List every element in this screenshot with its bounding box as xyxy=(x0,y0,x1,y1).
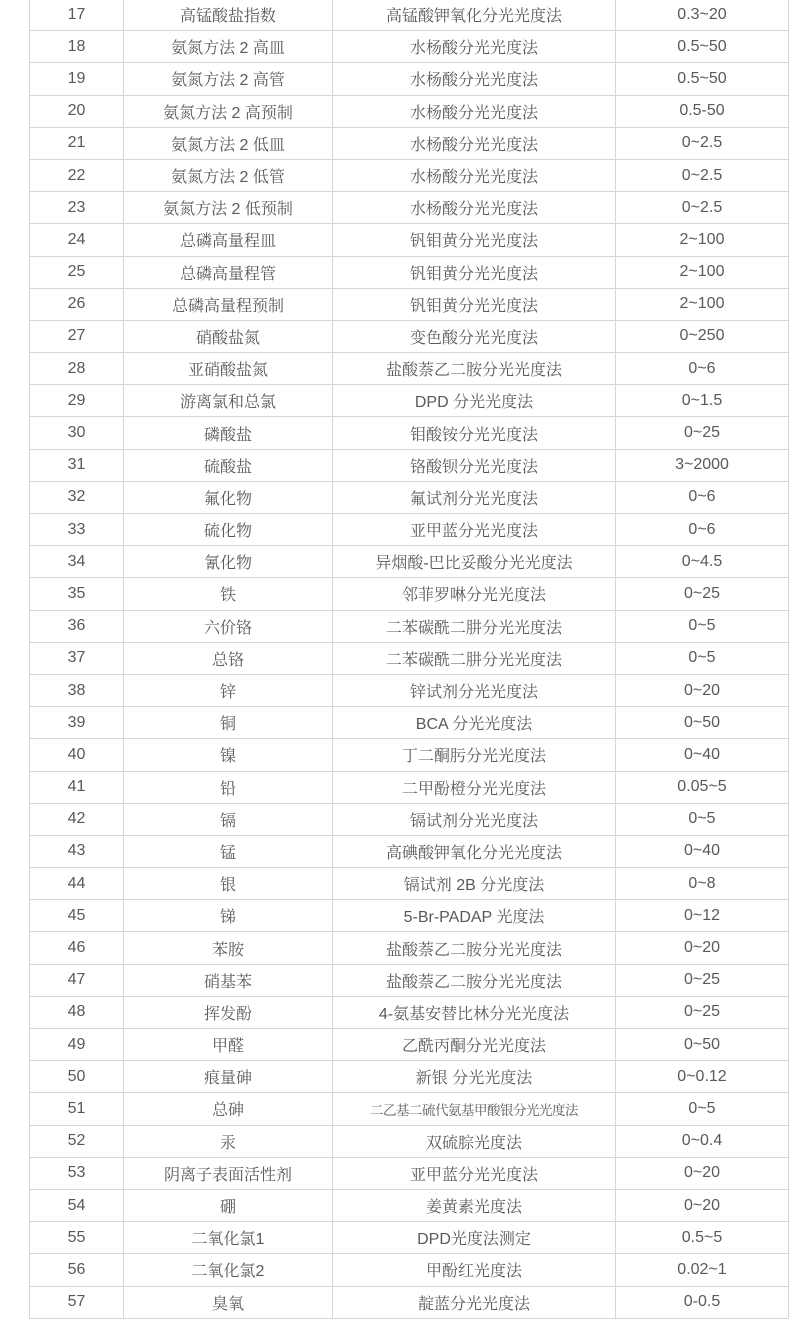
cell-range: 0~20 xyxy=(616,932,789,964)
cell-range: 0~25 xyxy=(616,417,789,449)
table-row xyxy=(30,868,789,900)
cell-index: 33 xyxy=(30,514,124,546)
cell-method: 双硫腙光度法 xyxy=(333,1125,616,1157)
table-row xyxy=(30,1157,789,1189)
cell-parameter: 总磷高量程预制 xyxy=(124,288,333,320)
cell-index: 44 xyxy=(30,868,124,900)
table-row xyxy=(30,900,789,932)
cell-method: 水杨酸分光光度法 xyxy=(333,95,616,127)
cell-parameter: 锌 xyxy=(124,674,333,706)
cell-method: 盐酸萘乙二胺分光光度法 xyxy=(333,353,616,385)
cell-range: 0.5~5 xyxy=(616,1222,789,1254)
cell-method: 二甲酚橙分光光度法 xyxy=(333,771,616,803)
cell-index: 26 xyxy=(30,288,124,320)
cell-range: 0~6 xyxy=(616,514,789,546)
table-row xyxy=(30,417,789,449)
table-row xyxy=(30,514,789,546)
cell-method: 镉试剂分光光度法 xyxy=(333,803,616,835)
table-row xyxy=(30,0,789,31)
cell-method: 水杨酸分光光度法 xyxy=(333,192,616,224)
cell-range: 0~0.12 xyxy=(616,1061,789,1093)
cell-index: 37 xyxy=(30,642,124,674)
cell-index: 18 xyxy=(30,31,124,63)
cell-index: 25 xyxy=(30,256,124,288)
cell-parameter: 锰 xyxy=(124,835,333,867)
table-row xyxy=(30,996,789,1028)
cell-parameter: 磷酸盐 xyxy=(124,417,333,449)
cell-method: 钒钼黄分光光度法 xyxy=(333,288,616,320)
table-row xyxy=(30,63,789,95)
cell-method: 二苯碳酰二肼分光光度法 xyxy=(333,642,616,674)
cell-parameter: 阴离子表面活性剂 xyxy=(124,1157,333,1189)
table-row xyxy=(30,1222,789,1254)
cell-method: 甲酚红光度法 xyxy=(333,1254,616,1286)
cell-method: 钼酸铵分光光度法 xyxy=(333,417,616,449)
table-row xyxy=(30,771,789,803)
cell-method: 水杨酸分光光度法 xyxy=(333,31,616,63)
cell-range: 0~5 xyxy=(616,1093,789,1125)
table-row xyxy=(30,224,789,256)
cell-index: 54 xyxy=(30,1189,124,1221)
table-row xyxy=(30,835,789,867)
cell-index: 52 xyxy=(30,1125,124,1157)
cell-index: 55 xyxy=(30,1222,124,1254)
cell-index: 42 xyxy=(30,803,124,835)
table-row xyxy=(30,31,789,63)
cell-parameter: 亚硝酸盐氮 xyxy=(124,353,333,385)
cell-index: 27 xyxy=(30,320,124,352)
cell-parameter: 氨氮方法 2 高管 xyxy=(124,63,333,95)
cell-range: 0~40 xyxy=(616,835,789,867)
cell-index: 40 xyxy=(30,739,124,771)
cell-method: 异烟酸-巴比妥酸分光光度法 xyxy=(333,546,616,578)
table-row xyxy=(30,385,789,417)
table-row xyxy=(30,1254,789,1286)
cell-index: 22 xyxy=(30,159,124,191)
cell-index: 35 xyxy=(30,578,124,610)
cell-method: 高锰酸钾氧化分光光度法 xyxy=(333,0,616,31)
table-row xyxy=(30,449,789,481)
cell-parameter: 汞 xyxy=(124,1125,333,1157)
cell-index: 17 xyxy=(30,0,124,31)
cell-range: 3~2000 xyxy=(616,449,789,481)
cell-method: 邻菲罗啉分光光度法 xyxy=(333,578,616,610)
cell-parameter: 氨氮方法 2 低预制 xyxy=(124,192,333,224)
table-row xyxy=(30,1061,789,1093)
cell-index: 51 xyxy=(30,1093,124,1125)
cell-range: 0~2.5 xyxy=(616,127,789,159)
spec-table-container xyxy=(29,0,789,1319)
table-row xyxy=(30,964,789,996)
table-row xyxy=(30,288,789,320)
cell-range: 0-0.5 xyxy=(616,1286,789,1318)
cell-parameter: 总磷高量程皿 xyxy=(124,224,333,256)
cell-parameter: 氰化物 xyxy=(124,546,333,578)
cell-range: 0~12 xyxy=(616,900,789,932)
cell-method: 水杨酸分光光度法 xyxy=(333,127,616,159)
cell-method: 铬酸钡分光光度法 xyxy=(333,449,616,481)
table-row xyxy=(30,707,789,739)
cell-index: 21 xyxy=(30,127,124,159)
cell-parameter: 总磷高量程管 xyxy=(124,256,333,288)
cell-index: 29 xyxy=(30,385,124,417)
cell-range: 0~50 xyxy=(616,1029,789,1061)
cell-range: 0~5 xyxy=(616,803,789,835)
cell-range: 0~25 xyxy=(616,578,789,610)
cell-range: 0.3~20 xyxy=(616,0,789,31)
cell-method: 新银 分光光度法 xyxy=(333,1061,616,1093)
table-row xyxy=(30,481,789,513)
cell-range: 0~4.5 xyxy=(616,546,789,578)
cell-parameter: 氨氮方法 2 低管 xyxy=(124,159,333,191)
cell-index: 38 xyxy=(30,674,124,706)
table-row xyxy=(30,95,789,127)
table-row xyxy=(30,1125,789,1157)
cell-range: 0~8 xyxy=(616,868,789,900)
cell-method: 氟试剂分光光度法 xyxy=(333,481,616,513)
cell-range: 0~20 xyxy=(616,674,789,706)
table-row xyxy=(30,320,789,352)
cell-method: 二苯碳酰二肼分光光度法 xyxy=(333,610,616,642)
table-row xyxy=(30,578,789,610)
cell-parameter: 镍 xyxy=(124,739,333,771)
cell-range: 0.5~50 xyxy=(616,31,789,63)
cell-method: 高碘酸钾氧化分光光度法 xyxy=(333,835,616,867)
cell-range: 0~2.5 xyxy=(616,159,789,191)
cell-index: 31 xyxy=(30,449,124,481)
cell-method: 亚甲蓝分光光度法 xyxy=(333,514,616,546)
cell-method: 水杨酸分光光度法 xyxy=(333,159,616,191)
table-body xyxy=(30,0,789,1318)
cell-range: 0.5-50 xyxy=(616,95,789,127)
table-row xyxy=(30,1029,789,1061)
cell-method: 4-氨基安替比林分光光度法 xyxy=(333,996,616,1028)
cell-index: 24 xyxy=(30,224,124,256)
cell-method: BCA 分光光度法 xyxy=(333,707,616,739)
cell-range: 0~0.4 xyxy=(616,1125,789,1157)
table-row xyxy=(30,739,789,771)
cell-range: 2~100 xyxy=(616,256,789,288)
cell-method: 变色酸分光光度法 xyxy=(333,320,616,352)
cell-range: 0~5 xyxy=(616,642,789,674)
cell-index: 36 xyxy=(30,610,124,642)
cell-method: 锌试剂分光光度法 xyxy=(333,674,616,706)
cell-method: 钒钼黄分光光度法 xyxy=(333,224,616,256)
cell-method: 亚甲蓝分光光度法 xyxy=(333,1157,616,1189)
cell-index: 32 xyxy=(30,481,124,513)
cell-method: 二乙基二硫代氨基甲酸银分光光度法 xyxy=(333,1093,616,1125)
cell-method: DPD光度法测定 xyxy=(333,1222,616,1254)
cell-range: 0~6 xyxy=(616,481,789,513)
table-row xyxy=(30,1189,789,1221)
cell-parameter: 硫化物 xyxy=(124,514,333,546)
cell-method: DPD 分光光度法 xyxy=(333,385,616,417)
cell-parameter: 痕量砷 xyxy=(124,1061,333,1093)
cell-index: 43 xyxy=(30,835,124,867)
cell-parameter: 二氧化氯1 xyxy=(124,1222,333,1254)
cell-range: 0.5~50 xyxy=(616,63,789,95)
cell-parameter: 二氧化氯2 xyxy=(124,1254,333,1286)
cell-method: 盐酸萘乙二胺分光光度法 xyxy=(333,964,616,996)
cell-range: 0~40 xyxy=(616,739,789,771)
cell-range: 0~25 xyxy=(616,996,789,1028)
cell-parameter: 铜 xyxy=(124,707,333,739)
table-row xyxy=(30,546,789,578)
cell-method: 水杨酸分光光度法 xyxy=(333,63,616,95)
cell-parameter: 游离氯和总氯 xyxy=(124,385,333,417)
cell-parameter: 六价铬 xyxy=(124,610,333,642)
cell-range: 0~20 xyxy=(616,1157,789,1189)
cell-method: 靛蓝分光光度法 xyxy=(333,1286,616,1318)
cell-method: 丁二酮肟分光光度法 xyxy=(333,739,616,771)
cell-index: 45 xyxy=(30,900,124,932)
parameter-spec-table xyxy=(29,0,789,1319)
cell-parameter: 硼 xyxy=(124,1189,333,1221)
cell-index: 50 xyxy=(30,1061,124,1093)
cell-range: 0~250 xyxy=(616,320,789,352)
cell-method: 姜黄素光度法 xyxy=(333,1189,616,1221)
cell-parameter: 挥发酚 xyxy=(124,996,333,1028)
table-row xyxy=(30,803,789,835)
cell-method: 5-Br-PADAP 光度法 xyxy=(333,900,616,932)
cell-parameter: 总砷 xyxy=(124,1093,333,1125)
cell-index: 28 xyxy=(30,353,124,385)
table-row xyxy=(30,932,789,964)
cell-index: 46 xyxy=(30,932,124,964)
cell-parameter: 高锰酸盐指数 xyxy=(124,0,333,31)
cell-parameter: 硝酸盐氮 xyxy=(124,320,333,352)
cell-parameter: 苯胺 xyxy=(124,932,333,964)
cell-index: 48 xyxy=(30,996,124,1028)
table-row xyxy=(30,610,789,642)
cell-method: 盐酸萘乙二胺分光光度法 xyxy=(333,932,616,964)
cell-index: 56 xyxy=(30,1254,124,1286)
cell-range: 0~50 xyxy=(616,707,789,739)
table-row xyxy=(30,674,789,706)
cell-parameter: 硝基苯 xyxy=(124,964,333,996)
cell-parameter: 镉 xyxy=(124,803,333,835)
cell-range: 0.05~5 xyxy=(616,771,789,803)
cell-index: 49 xyxy=(30,1029,124,1061)
table-row xyxy=(30,1093,789,1125)
cell-index: 53 xyxy=(30,1157,124,1189)
table-row xyxy=(30,192,789,224)
cell-parameter: 臭氧 xyxy=(124,1286,333,1318)
cell-range: 0~20 xyxy=(616,1189,789,1221)
cell-parameter: 氨氮方法 2 高预制 xyxy=(124,95,333,127)
table-row xyxy=(30,256,789,288)
cell-parameter: 氨氮方法 2 低皿 xyxy=(124,127,333,159)
cell-index: 30 xyxy=(30,417,124,449)
cell-index: 23 xyxy=(30,192,124,224)
table-row xyxy=(30,1286,789,1318)
cell-range: 0~5 xyxy=(616,610,789,642)
cell-method: 镉试剂 2B 分光度法 xyxy=(333,868,616,900)
cell-range: 2~100 xyxy=(616,288,789,320)
cell-index: 34 xyxy=(30,546,124,578)
cell-parameter: 锑 xyxy=(124,900,333,932)
cell-parameter: 铁 xyxy=(124,578,333,610)
table-row xyxy=(30,159,789,191)
cell-parameter: 银 xyxy=(124,868,333,900)
cell-index: 47 xyxy=(30,964,124,996)
cell-range: 0~2.5 xyxy=(616,192,789,224)
table-row xyxy=(30,127,789,159)
cell-parameter: 硫酸盐 xyxy=(124,449,333,481)
cell-range: 0~6 xyxy=(616,353,789,385)
cell-index: 41 xyxy=(30,771,124,803)
cell-index: 19 xyxy=(30,63,124,95)
cell-range: 0.02~1 xyxy=(616,1254,789,1286)
cell-range: 2~100 xyxy=(616,224,789,256)
cell-parameter: 甲醛 xyxy=(124,1029,333,1061)
cell-parameter: 氟化物 xyxy=(124,481,333,513)
table-row xyxy=(30,642,789,674)
cell-method: 钒钼黄分光光度法 xyxy=(333,256,616,288)
cell-parameter: 铅 xyxy=(124,771,333,803)
cell-index: 39 xyxy=(30,707,124,739)
cell-index: 20 xyxy=(30,95,124,127)
cell-range: 0~25 xyxy=(616,964,789,996)
cell-parameter: 总铬 xyxy=(124,642,333,674)
table-row xyxy=(30,353,789,385)
cell-range: 0~1.5 xyxy=(616,385,789,417)
cell-method: 乙酰丙酮分光光度法 xyxy=(333,1029,616,1061)
cell-parameter: 氨氮方法 2 高皿 xyxy=(124,31,333,63)
cell-index: 57 xyxy=(30,1286,124,1318)
